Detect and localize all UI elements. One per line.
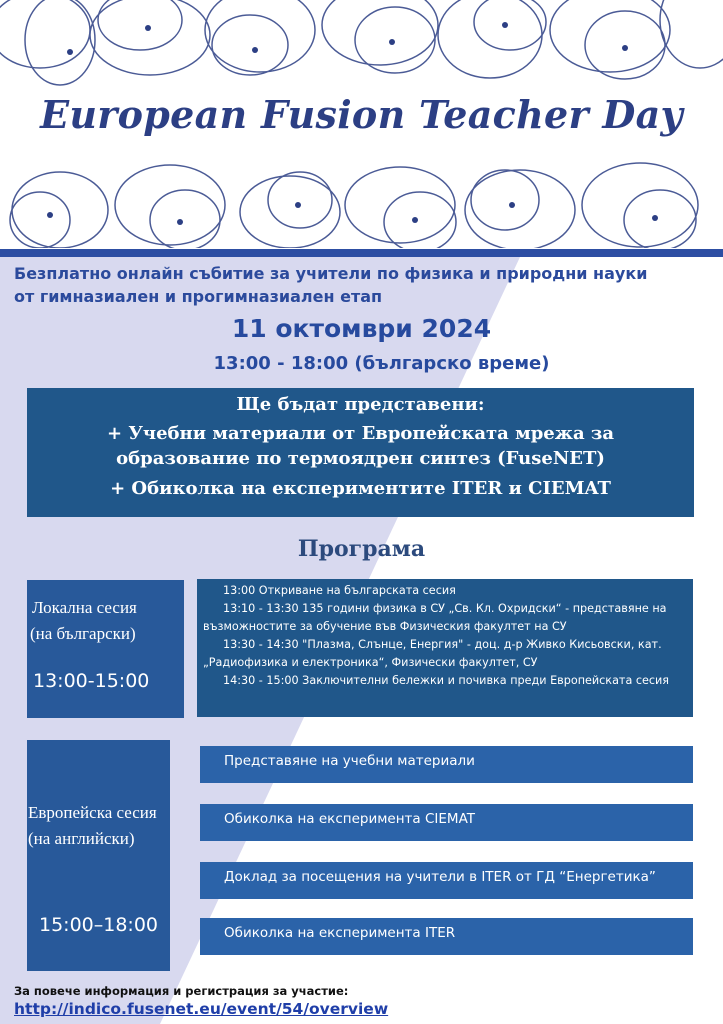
features-box: [27, 388, 694, 517]
footer: [14, 980, 714, 1018]
event-date: 11 октомври 2024: [231, 314, 492, 343]
registration-link[interactable]: http://indico.fusenet.eu/event/54/overview: [14, 1000, 389, 1018]
schedule-item-continued: „Радиофизика и електроника“, Физически факултет, СУ: [203, 656, 538, 669]
european-item-bar: Представяне на учебни материали: [200, 746, 693, 783]
european-item-bar: Обиколка на експеримента ITER: [200, 918, 693, 955]
european-session-language: (на английски): [28, 829, 135, 848]
schedule-item-continued: възможностите за обучение във Физическия факултет на СУ: [203, 620, 567, 633]
feature-item-1-line-2: образование по термоядрен синтез (FuseNET): [116, 448, 605, 469]
feature-item-1: [27, 421, 694, 471]
local-session-time: 13:00-15:00: [33, 670, 150, 692]
header-divider: [0, 249, 723, 257]
intro-line-2: от гимназиален и прогимназиален етап: [14, 287, 383, 306]
european-session-box: [27, 740, 170, 971]
local-session-box: [27, 580, 184, 718]
local-session-schedule: [197, 579, 693, 717]
european-session-time: 15:00–18:00: [39, 914, 159, 936]
intro-line-1: Безплатно онлайн събитие за учители по физика и природни науки: [14, 264, 648, 283]
intro-text: [14, 262, 714, 308]
european-session-label: Европейска сесия: [28, 803, 157, 822]
local-session-label: Локална сесия: [32, 598, 137, 617]
event-time: 13:00 - 18:00 (българско време): [213, 353, 550, 374]
feature-item-1-line-1: + Учебни материали от Европейската мрежа за: [106, 423, 615, 444]
footer-label: За повече информация и регистрация за участие:: [14, 984, 349, 998]
schedule-item: 13:30 - 14:30 "Плазма, Слънце, Енергия" - доц. д-р Живко Кисьовски, кат.: [223, 638, 662, 651]
schedule-item: 14:30 - 15:00 Заключителни бележки и почивка преди Европейската сесия: [223, 674, 670, 687]
features-heading: Ще бъдат представени:: [236, 394, 485, 415]
feature-item-2: + Обиколка на експериментите ITER и CIEMAT: [110, 478, 611, 499]
schedule-item: 13:00 Откриване на българската сесия: [223, 584, 456, 597]
european-item-bar: Обиколка на експеримента CIEMAT: [200, 804, 693, 841]
schedule-item: 13:10 - 13:30 135 години физика в СУ „Св. Кл. Охридски“ - представяне на: [223, 602, 667, 615]
european-item-bar: Доклад за посещения на учители в ITER от ГД “Енергетика”: [200, 862, 693, 899]
page-title: European Fusion Teacher Day: [40, 92, 683, 137]
program-heading: Програма: [297, 536, 426, 562]
local-session-language: (на български): [30, 624, 136, 643]
